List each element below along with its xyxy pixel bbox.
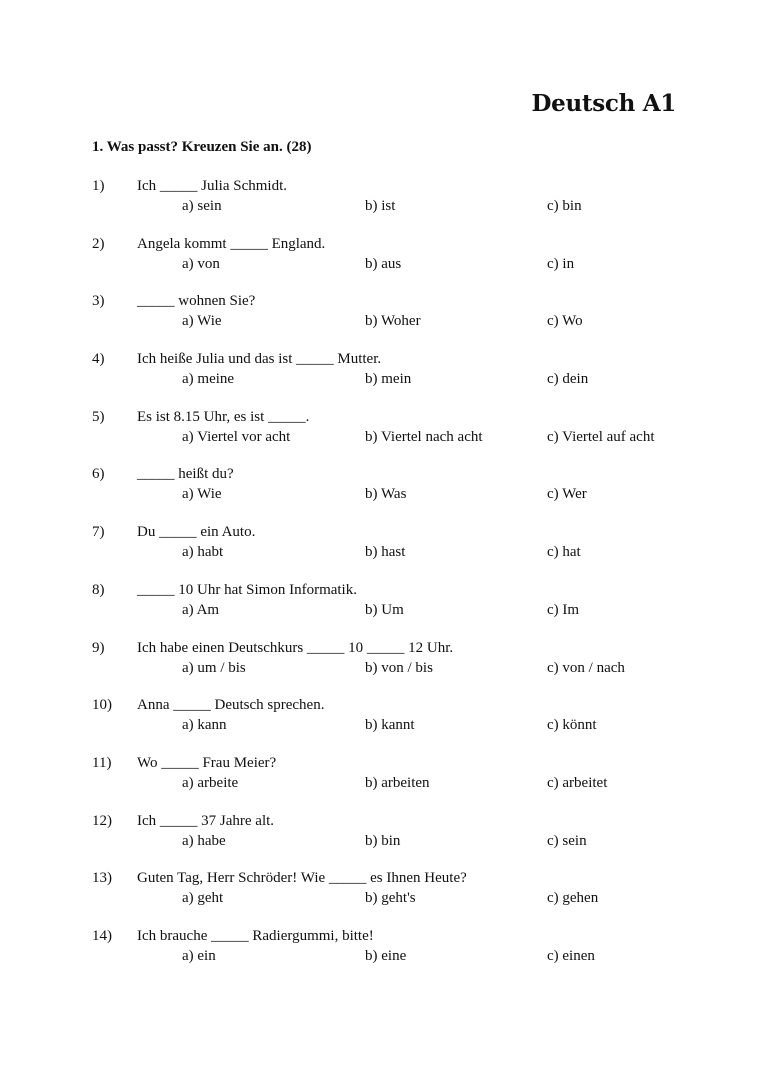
question-number: 12) bbox=[92, 812, 112, 829]
answer-option-a: a) Wie bbox=[182, 313, 222, 330]
answer-option-c: c) in bbox=[547, 255, 575, 272]
answer-option-c: c) dein bbox=[547, 371, 589, 388]
answer-option-a: a) um / bis bbox=[182, 659, 246, 676]
question-prompt: Es ist 8.15 Uhr, es ist _____. bbox=[137, 408, 310, 425]
question-item bbox=[0, 291, 768, 349]
question-prompt: Wo _____ Frau Meier? bbox=[137, 754, 277, 771]
document-title: Deutsch A1 bbox=[531, 90, 676, 117]
question-prompt: Ich brauche _____ Radiergummi, bitte! bbox=[137, 927, 374, 944]
question-item bbox=[0, 695, 768, 753]
answer-option-c: c) einen bbox=[547, 947, 595, 964]
question-number: 2) bbox=[92, 235, 105, 252]
answer-option-b: b) Was bbox=[365, 486, 407, 503]
question-prompt: _____ wohnen Sie? bbox=[137, 293, 256, 310]
answer-option-b: b) Woher bbox=[365, 313, 421, 330]
answer-option-c: c) Viertel auf acht bbox=[547, 428, 655, 445]
answer-option-b: b) aus bbox=[365, 255, 402, 272]
question-item bbox=[0, 926, 768, 984]
question-prompt: _____ heißt du? bbox=[137, 466, 234, 483]
question-prompt: Angela kommt _____ England. bbox=[137, 235, 326, 252]
question-number: 7) bbox=[92, 524, 105, 541]
answer-option-c: c) Wo bbox=[547, 313, 583, 330]
question-list bbox=[0, 176, 768, 984]
answer-option-b: b) kannt bbox=[365, 717, 415, 734]
question-prompt: Guten Tag, Herr Schröder! Wie _____ es Ihnen Heute? bbox=[137, 870, 467, 887]
answer-option-a: a) kann bbox=[182, 717, 227, 734]
answer-option-a: a) habt bbox=[182, 544, 224, 561]
question-prompt: Anna _____ Deutsch sprechen. bbox=[137, 697, 325, 714]
question-prompt: Ich _____ Julia Schmidt. bbox=[137, 178, 287, 194]
answer-option-c: c) Wer bbox=[547, 486, 587, 503]
question-number: 14) bbox=[92, 927, 112, 944]
answer-option-b: b) ist bbox=[365, 198, 396, 214]
question-number: 13) bbox=[92, 870, 112, 887]
question-prompt: Ich heiße Julia und das ist _____ Mutter. bbox=[137, 351, 382, 368]
question-prompt: _____ 10 Uhr hat Simon Informatik. bbox=[137, 581, 357, 598]
question-item bbox=[0, 176, 768, 234]
question-item bbox=[0, 868, 768, 926]
answer-option-b: b) arbeiten bbox=[365, 774, 430, 791]
answer-option-a: a) meine bbox=[182, 371, 235, 388]
question-item bbox=[0, 407, 768, 465]
answer-option-c: c) bin bbox=[547, 198, 582, 214]
question-number: 8) bbox=[92, 581, 105, 598]
answer-option-a: a) Viertel vor acht bbox=[182, 428, 291, 445]
question-prompt: Du _____ ein Auto. bbox=[137, 524, 256, 541]
question-item bbox=[0, 580, 768, 638]
question-item bbox=[0, 349, 768, 407]
question-prompt: Ich _____ 37 Jahre alt. bbox=[137, 812, 275, 829]
answer-option-b: b) Viertel nach acht bbox=[365, 428, 483, 445]
question-number: 10) bbox=[92, 697, 112, 714]
answer-option-a: a) habe bbox=[182, 832, 226, 849]
answer-option-c: c) Im bbox=[547, 601, 580, 618]
answer-option-a: a) sein bbox=[182, 198, 222, 214]
answer-option-c: c) arbeitet bbox=[547, 774, 608, 791]
answer-option-b: b) Um bbox=[365, 601, 404, 618]
question-item bbox=[0, 753, 768, 811]
answer-option-c: c) hat bbox=[547, 544, 581, 561]
section-heading: 1. Was passt? Kreuzen Sie an. (28) bbox=[92, 139, 312, 155]
question-item bbox=[0, 522, 768, 580]
answer-option-b: b) bin bbox=[365, 832, 401, 849]
question-number: 6) bbox=[92, 466, 105, 483]
answer-option-a: a) Am bbox=[182, 601, 220, 618]
answer-option-a: a) von bbox=[182, 255, 220, 272]
question-item bbox=[0, 464, 768, 522]
question-number: 11) bbox=[92, 754, 112, 771]
answer-option-a: a) ein bbox=[182, 947, 216, 964]
answer-option-b: b) geht's bbox=[365, 890, 416, 907]
answer-option-a: a) arbeite bbox=[182, 774, 239, 791]
question-number: 5) bbox=[92, 408, 105, 425]
answer-option-b: b) hast bbox=[365, 544, 406, 561]
answer-option-c: c) sein bbox=[547, 832, 587, 849]
question-number: 1) bbox=[92, 178, 105, 194]
answer-option-c: c) gehen bbox=[547, 890, 599, 907]
question-number: 4) bbox=[92, 351, 105, 368]
answer-option-c: c) könnt bbox=[547, 717, 597, 734]
question-prompt: Ich habe einen Deutschkurs _____ 10 _____ 12 Uhr. bbox=[137, 639, 454, 656]
question-item bbox=[0, 234, 768, 292]
answer-option-c: c) von / nach bbox=[547, 659, 625, 676]
answer-option-a: a) geht bbox=[182, 890, 224, 907]
question-item bbox=[0, 811, 768, 869]
question-number: 3) bbox=[92, 293, 105, 310]
answer-option-b: b) mein bbox=[365, 371, 412, 388]
question-number: 9) bbox=[92, 639, 105, 656]
answer-option-b: b) eine bbox=[365, 947, 407, 964]
question-item bbox=[0, 638, 768, 696]
answer-option-b: b) von / bis bbox=[365, 659, 433, 676]
answer-option-a: a) Wie bbox=[182, 486, 222, 503]
